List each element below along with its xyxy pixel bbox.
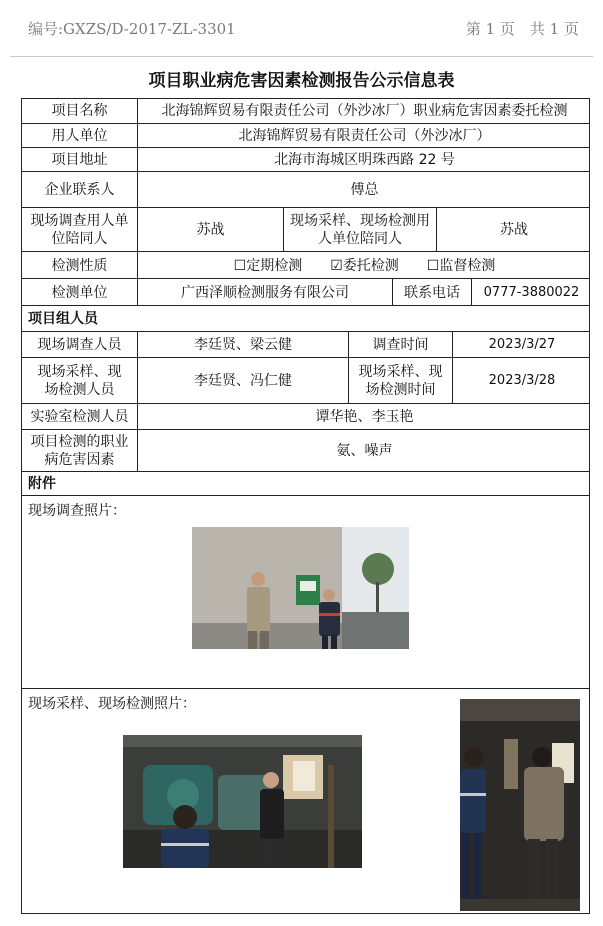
row-companions (22, 207, 589, 252)
row-testing-org (22, 278, 589, 306)
row-surveyors (22, 331, 589, 358)
factors-value: 氨、噪声 (137, 430, 591, 472)
lab-value: 谭华艳、李玉艳 (137, 404, 591, 430)
header-divider (10, 56, 593, 57)
employer-label: 用人单位 (51, 128, 108, 144)
row-nature (22, 251, 589, 279)
contact-label: 企业联系人 (44, 182, 115, 198)
survey-companion-label: 现场调查用人单位陪同人 (30, 213, 129, 247)
document-code: 编号:GXZS/D-2017-ZL-3301 (28, 20, 236, 38)
option-periodic-label: 定期检测 (246, 257, 303, 274)
sampling-companion-label: 现场采样、现场检测用人单位陪同人 (283, 208, 436, 252)
supervisory-checkbox-icon[interactable]: ☐ (426, 257, 440, 274)
surveyors-label: 现场调查人员 (37, 337, 122, 353)
employer-value: 北海锦辉贸易有限责任公司（外沙冰厂） (137, 124, 591, 148)
option-periodic[interactable] (234, 257, 303, 275)
org-value: 广西泽顺检测服务有限公司 (137, 279, 392, 306)
lab-label: 实验室检测人员 (30, 409, 129, 425)
row-factors (22, 429, 589, 472)
row-sampling-photos (22, 688, 589, 916)
nature-label: 检测性质 (51, 257, 108, 274)
phone-value: 0777-3880022 (471, 279, 591, 306)
sampling-companion-value: 苏战 (436, 208, 591, 252)
row-attachment-section (22, 471, 589, 496)
row-project-name (22, 99, 589, 123)
periodic-checkbox-icon[interactable]: ☐ (233, 257, 247, 274)
sampling-photo-1-image (123, 735, 362, 868)
row-samplers (22, 357, 589, 404)
sampling-photos-label: 现场采样、现场检测照片： (28, 696, 196, 712)
option-commissioned-label: 委托检测 (342, 257, 399, 274)
page-indicator: 第 1 页 共 1 页 (465, 20, 579, 38)
row-lab (22, 403, 589, 430)
address-value: 北海市海城区明珠西路 22 号 (137, 148, 591, 172)
survey-companion-value: 苏战 (137, 208, 283, 252)
survey-photos-label: 现场调查照片： (28, 503, 126, 519)
team-section-title: 项目组人员 (28, 311, 98, 327)
page-title: 项目职业病危害因素检测报告公示信息表 (148, 71, 455, 91)
survey-time-label: 调查时间 (348, 332, 452, 358)
survey-time-value: 2023/3/27 (452, 332, 591, 358)
info-table (21, 98, 590, 914)
option-commissioned[interactable] (330, 257, 399, 275)
samplers-label: 现场采样、现场检测人员 (37, 364, 122, 398)
project-name-label: 项目名称 (51, 103, 108, 119)
survey-photo (192, 527, 409, 649)
row-employer (22, 123, 589, 148)
commissioned-checkbox-icon[interactable]: ☑ (330, 257, 343, 274)
option-supervisory[interactable] (427, 257, 496, 275)
sampling-time-label: 现场采样、现场检测时间 (348, 358, 452, 404)
option-supervisory-label: 监督检测 (439, 257, 496, 274)
samplers-value: 李廷贤、冯仁健 (137, 358, 348, 404)
factors-label: 项目检测的职业病危害因素 (30, 434, 129, 468)
sampling-photo-2-image (460, 699, 580, 911)
row-address (22, 147, 589, 172)
phone-label: 联系电话 (392, 279, 471, 306)
sampling-time-value: 2023/3/28 (452, 358, 591, 404)
address-label: 项目地址 (51, 152, 108, 168)
surveyors-value: 李廷贤、梁云健 (137, 332, 348, 358)
sampling-photo-1 (123, 735, 362, 868)
org-label: 检测单位 (51, 284, 108, 301)
contact-value: 傅总 (137, 172, 591, 208)
row-survey-photos (22, 495, 589, 689)
nature-options (137, 252, 591, 279)
row-team-section (22, 305, 589, 332)
row-contact (22, 171, 589, 208)
attachment-section-title: 附件 (28, 476, 56, 492)
sampling-photo-2 (460, 699, 580, 911)
survey-photo-image (192, 527, 409, 649)
project-name-value: 北海锦辉贸易有限责任公司（外沙冰厂）职业病危害因素委托检测 (137, 99, 591, 123)
